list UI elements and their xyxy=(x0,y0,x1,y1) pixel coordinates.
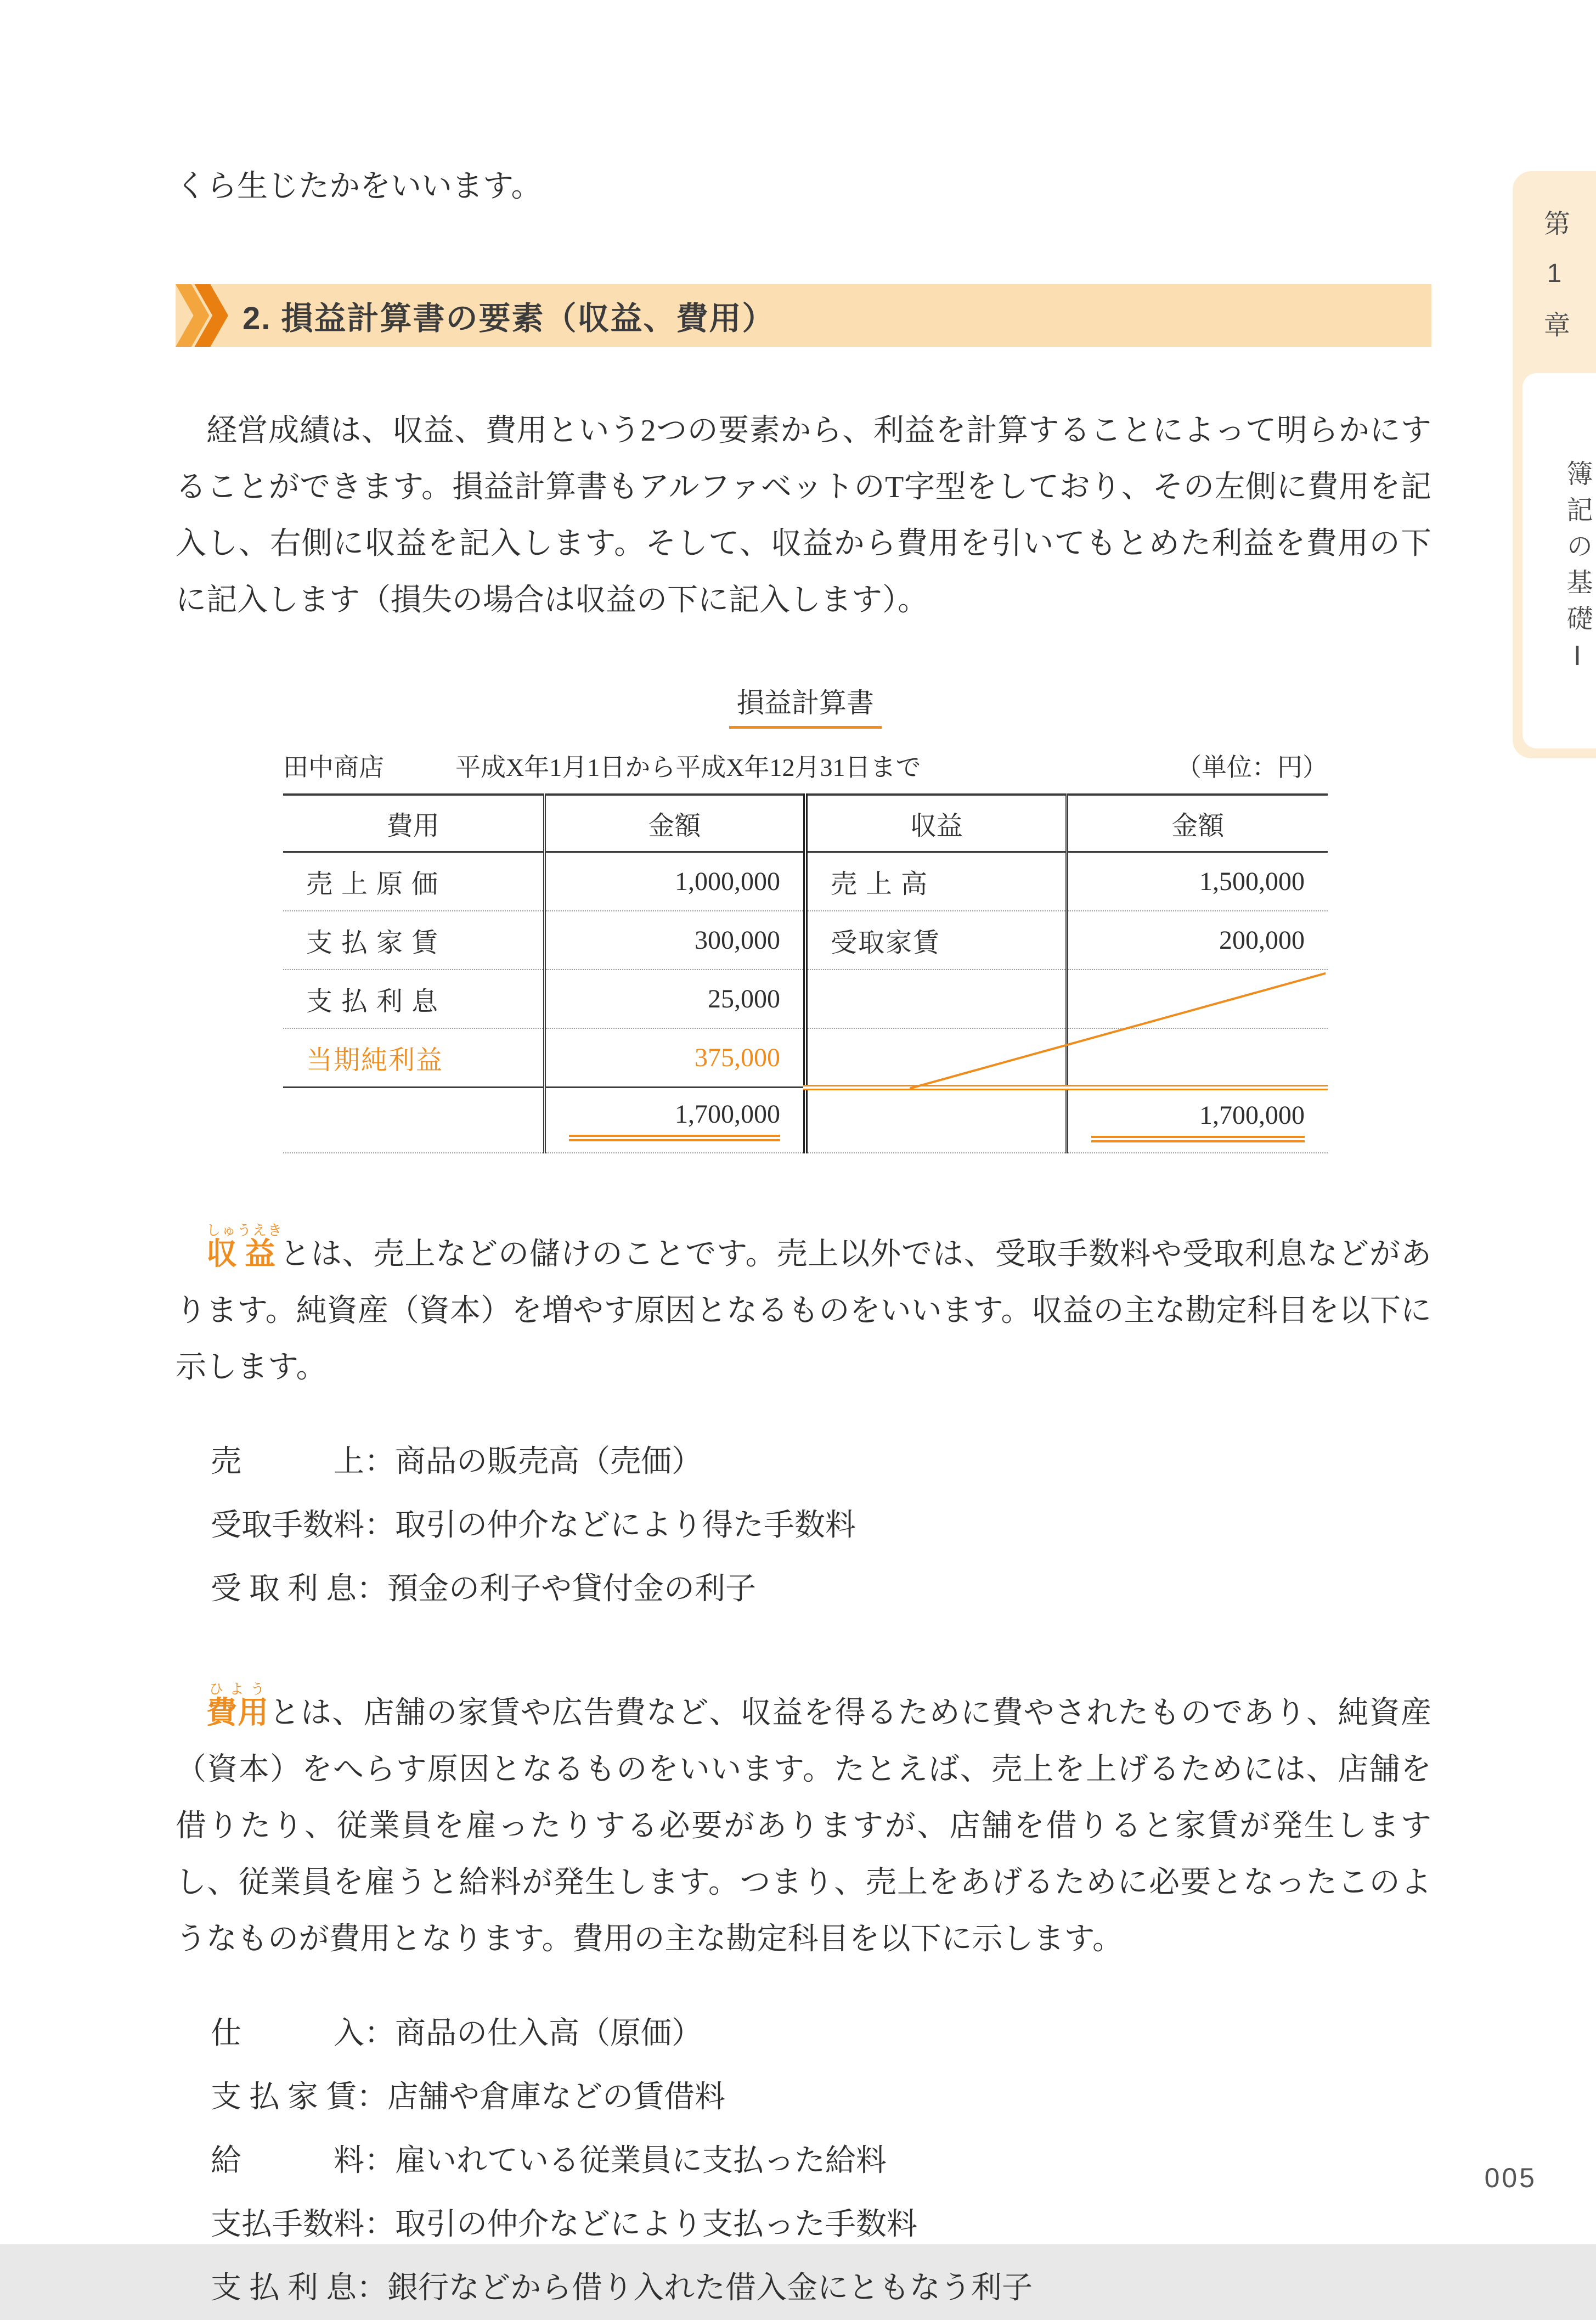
revenue-body-text: とは、売上などの儲けのことです。売上以外では、受取手数料や受取利息などがあります。純資産（資本）を増やす原因となるものをいいます。収益の主な勘定科目を以下に示します。 xyxy=(176,1237,1431,1384)
totals-expense-label xyxy=(283,1088,544,1153)
totals-revenue-label xyxy=(805,1088,1067,1153)
col-header-revenue: 収益 xyxy=(805,795,1067,852)
intro-paragraph: 経営成績は、収益、費用という2つの要素から、利益を計算することによって明らかにすることができます。損益計算書もアルファベットのT字型をしており、その左側に費用を記入し、右側に収益を記入します。そして、収益から費用を引いてもとめた利益を費用の下に記入します（損失の場合は収益の下に記入します）。 xyxy=(176,414,1431,617)
list-item: 支 払 利 息：銀行などから借り入れた借入金にともなう利子 xyxy=(211,2271,1033,2305)
list-item: 仕 入：商品の仕入高（原価） xyxy=(211,2016,702,2051)
statement-company: 田中商店 xyxy=(283,753,384,781)
expense-term-text: 費用 xyxy=(206,1696,269,1730)
total-expense-amount: 1,700,000 xyxy=(569,1099,781,1141)
expense-account-list xyxy=(176,2002,1431,2320)
list-item: 支払手数料：取引の仲介などにより支払った手数料 xyxy=(211,2207,917,2242)
revenue-furigana: しゅうえき xyxy=(206,1222,284,1238)
net-income-amount: 375,000 xyxy=(544,1028,805,1088)
chapter-section-title: 簿記の基礎Ⅰ xyxy=(1522,373,1596,748)
statement-unit: （単位：円） xyxy=(1176,753,1328,781)
list-item: 受取手数料：取引の仲介などにより得た手数料 xyxy=(211,1508,856,1542)
revenue-term xyxy=(206,1222,284,1271)
statement-caption xyxy=(283,747,1328,784)
revenue-account-list xyxy=(176,1430,1431,1621)
expense-term xyxy=(206,1681,269,1730)
revenue-amount: 1,500,000 xyxy=(1067,852,1328,911)
revenue-label xyxy=(805,970,1067,1028)
list-item: 給 料：雇いれている従業員に支払った給料 xyxy=(211,2143,887,2178)
expense-amount: 300,000 xyxy=(544,911,805,970)
expense-amount: 1,000,000 xyxy=(544,852,805,911)
revenue-amount: 200,000 xyxy=(1067,911,1328,970)
expense-amount: 25,000 xyxy=(544,970,805,1028)
revenue-amount xyxy=(1067,1028,1328,1088)
col-header-expense: 費用 xyxy=(283,795,544,852)
expense-label: 売 上 原 価 xyxy=(283,852,544,911)
table-row xyxy=(283,911,1328,970)
total-revenue-amount: 1,700,000 xyxy=(1091,1100,1305,1142)
statement-title-row xyxy=(283,681,1328,729)
expense-furigana: ひよう xyxy=(206,1681,269,1697)
revenue-label xyxy=(805,1028,1067,1088)
net-income-label: 当期純利益 xyxy=(283,1028,544,1088)
col-header-expense-amount: 金額 xyxy=(544,795,805,852)
income-statement xyxy=(283,681,1328,1153)
pl-header-row xyxy=(283,795,1328,852)
list-item: 売 上：商品の販売高（売価） xyxy=(211,1444,702,1479)
list-item: 支 払 家 賃：店舗や倉庫などの賃借料 xyxy=(211,2080,725,2114)
statement-title: 損益計算書 xyxy=(729,681,882,729)
net-income-row xyxy=(283,1028,1328,1088)
section-title: 2. 損益計算書の要素（収益、費用） xyxy=(242,301,775,336)
statement-period: 平成X年1月1日から平成X年12月31日まで xyxy=(455,753,921,781)
revenue-label: 受取家賃 xyxy=(805,911,1067,970)
pl-table-wrap xyxy=(283,793,1328,1153)
page-number: 005 xyxy=(1484,2163,1537,2193)
list-item: 受 取 利 息：預金の利子や貸付金の利子 xyxy=(211,1572,756,1606)
expense-label: 支 払 家 賃 xyxy=(283,911,544,970)
expense-body-text: とは、店舗の家賃や広告費など、収益を得るために費やされたものであり、純資産（資本）をへらす原因となるものをいいます。たとえば、売上を上げるためには、店舗を借りたり、従業員を雇ったりする必要がありますが、店舗を借りると家賃が発生しますし、従業員を雇うと給料が発生します。つまり、売上をあげるために必要となったこのようなものが費用となります。費用の主な勘定科目を以下に示します。 xyxy=(176,1696,1432,1956)
pl-table xyxy=(283,793,1328,1153)
section-heading-bar xyxy=(176,284,1431,347)
table-row xyxy=(283,852,1328,911)
totals-row xyxy=(283,1088,1328,1153)
revenue-paragraph xyxy=(176,1223,1431,1396)
expense-paragraph xyxy=(176,1681,1431,1968)
revenue-amount xyxy=(1067,970,1328,1028)
revenue-label: 売 上 高 xyxy=(805,852,1067,911)
expense-label: 支 払 利 息 xyxy=(283,970,544,1028)
chapter-label: 第1章 xyxy=(1539,209,1569,361)
chapter-side-tab xyxy=(1513,171,1596,758)
continuation-text: くら生じたかをいいます。 xyxy=(176,170,542,204)
double-chevron-icon xyxy=(176,284,228,347)
col-header-revenue-amount: 金額 xyxy=(1067,795,1328,852)
table-row xyxy=(283,970,1328,1028)
revenue-term-text: 収益 xyxy=(206,1237,284,1271)
